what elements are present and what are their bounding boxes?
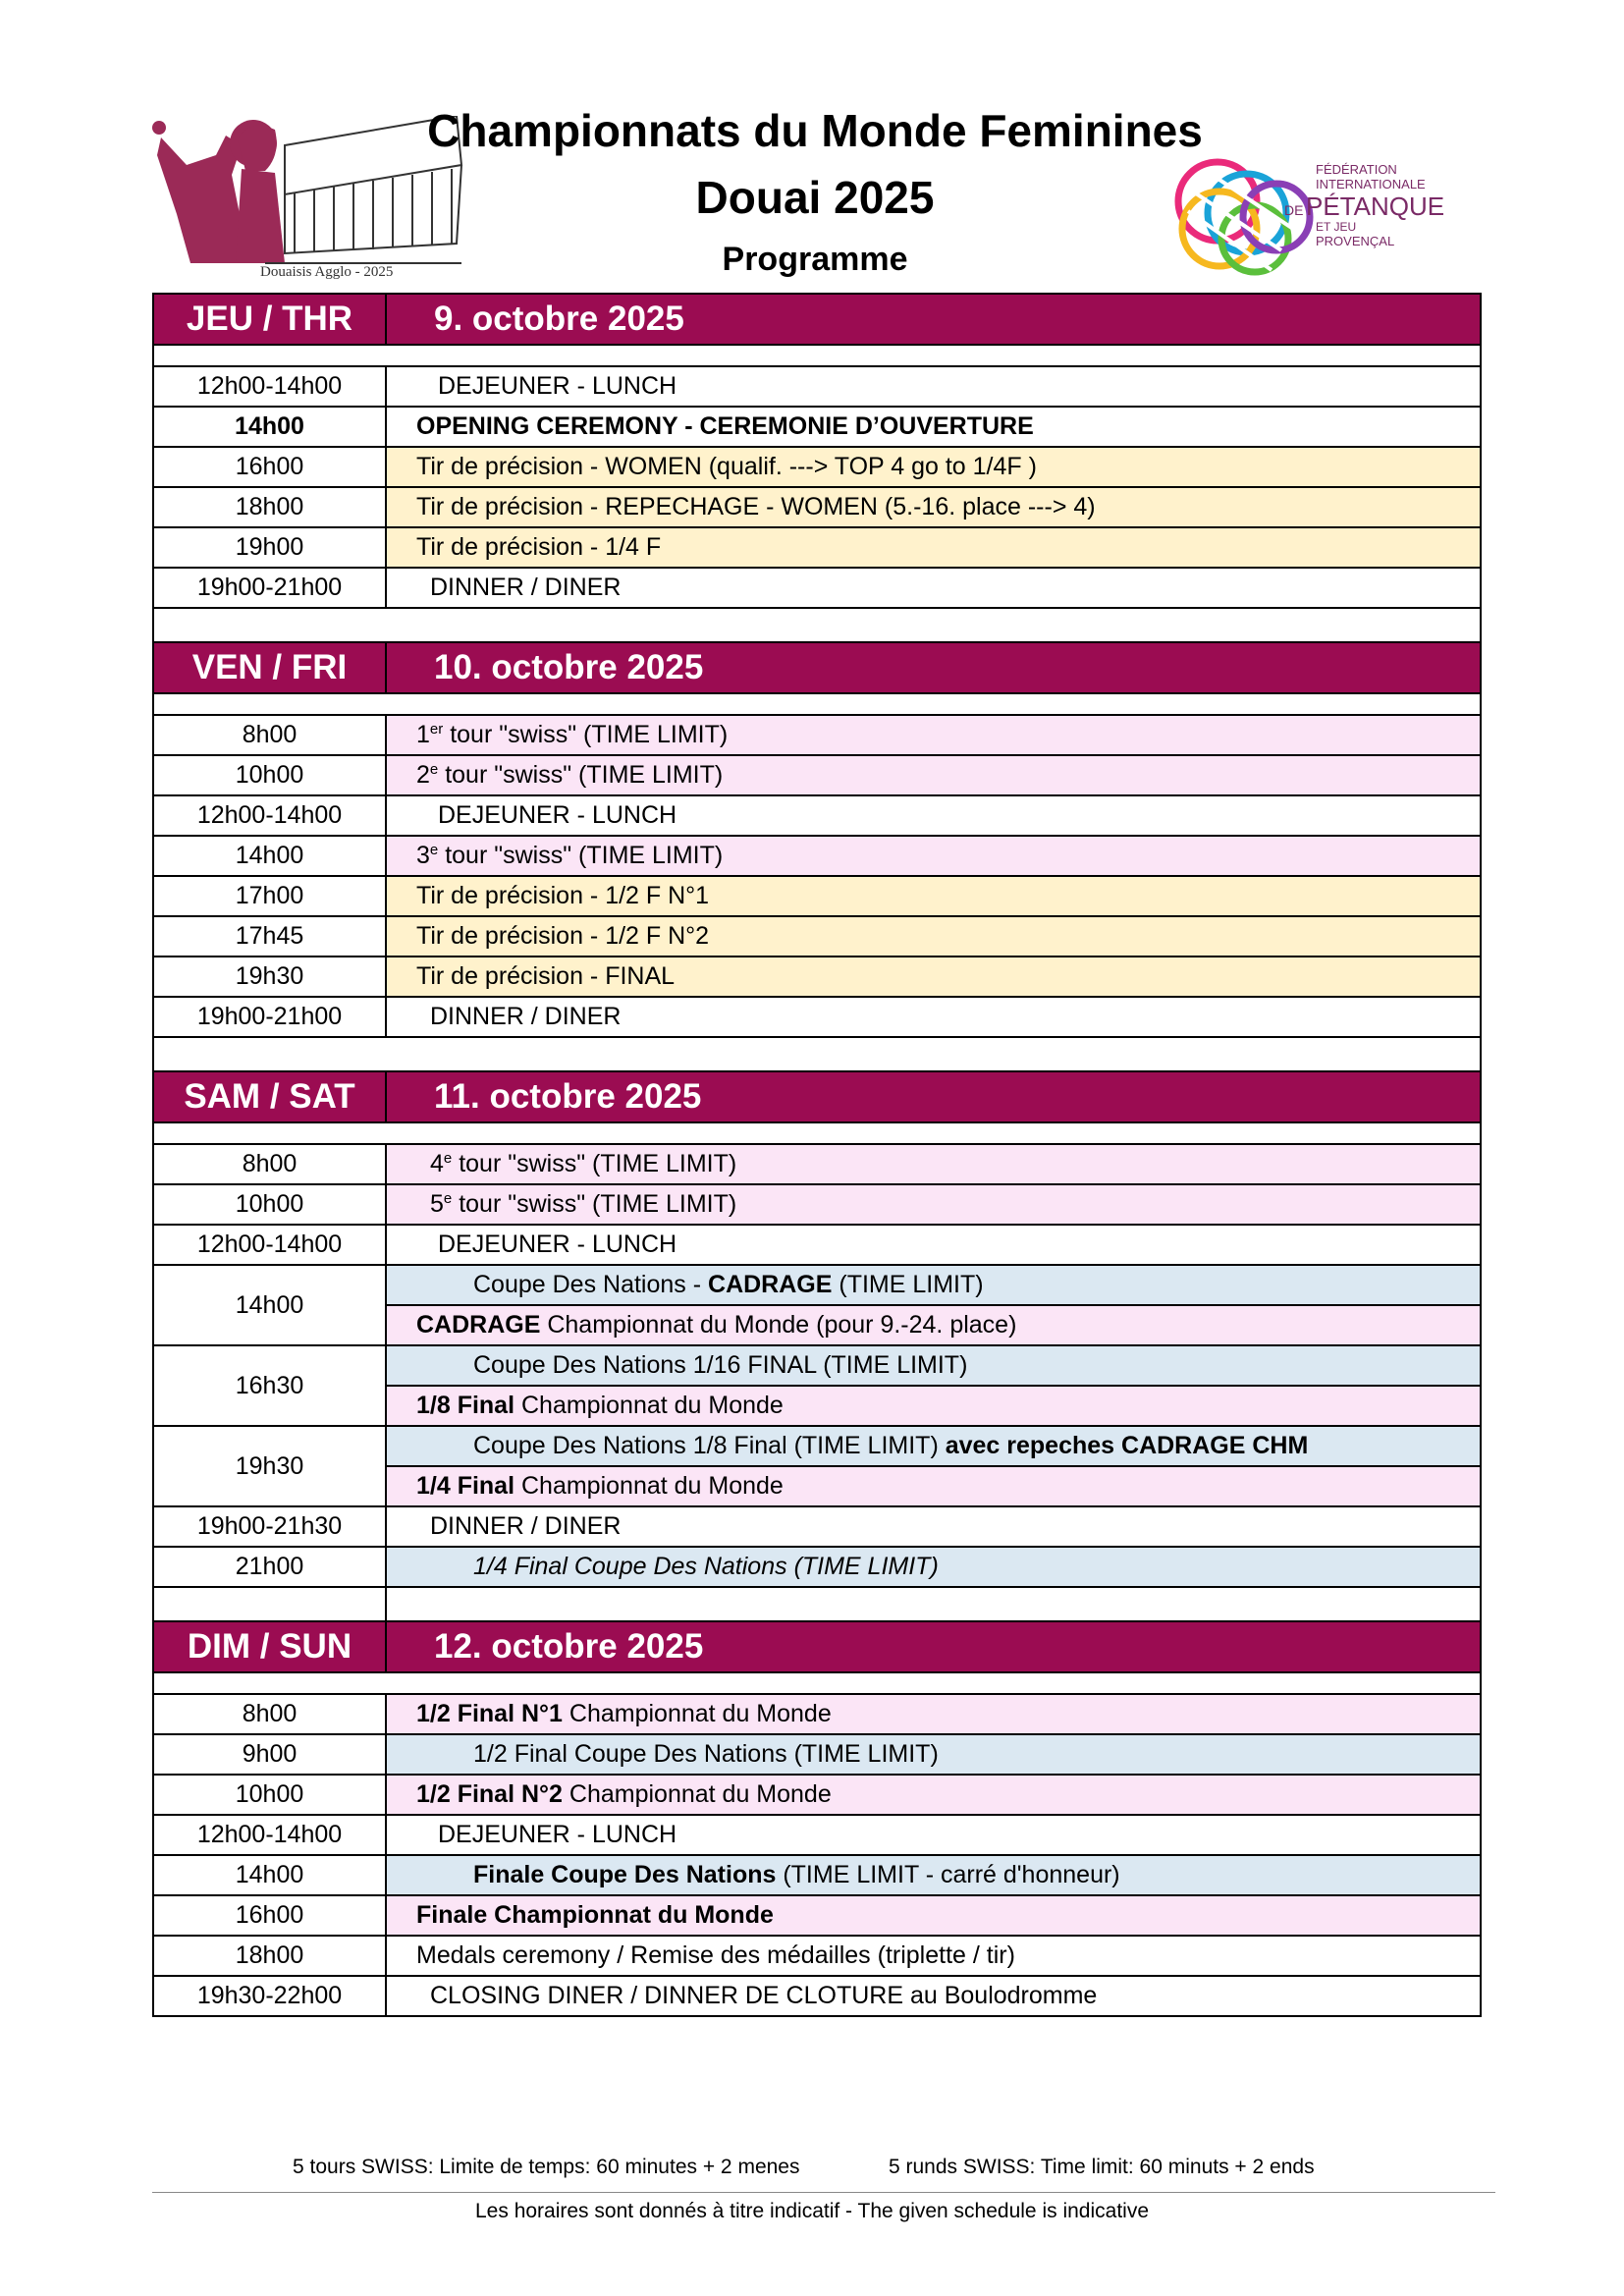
round-number: 1: [416, 721, 430, 748]
row-event: DINNER / DINER: [386, 1506, 1481, 1547]
event-text: Championnat du Monde (pour 9.-24. place): [540, 1311, 1017, 1339]
table-row: [153, 997, 1481, 1037]
row-event: Tir de précision - FINAL: [386, 957, 1481, 997]
day-date: 12. octobre 2025: [386, 1621, 1481, 1672]
row-event: DINNER / DINER: [386, 997, 1481, 1037]
page-heading-programme: Programme: [722, 241, 908, 278]
row-event: [386, 1775, 1481, 1815]
table-row: [153, 1895, 1481, 1936]
round-number: 2: [416, 761, 430, 789]
row-event: Tir de précision - 1/2 F N°1: [386, 876, 1481, 916]
row-event-championnat: [386, 1305, 1481, 1345]
logo-text-petanque: PÉTANQUE: [1306, 191, 1445, 221]
event-text-bold: 1/2 Final N°1: [416, 1700, 563, 1727]
table-row: [153, 1936, 1481, 1976]
table-row: [153, 795, 1481, 836]
row-time: 10h00: [153, 1775, 386, 1815]
row-time: 14h00: [153, 1265, 386, 1345]
row-event: Finale Championnat du Monde: [386, 1895, 1481, 1936]
round-number: 3: [416, 842, 430, 869]
spacer-row: [153, 345, 1481, 366]
table-row: [153, 1426, 1481, 1466]
spacer-row: [153, 1037, 1481, 1071]
row-event-championnat: [386, 1386, 1481, 1426]
row-event: [386, 715, 1481, 755]
logo-text-et-jeu: ET JEU: [1316, 220, 1357, 234]
table-row: [153, 1184, 1481, 1225]
round-label: tour "swiss" (TIME LIMIT): [438, 842, 724, 869]
row-event: DEJEUNER - LUNCH: [386, 795, 1481, 836]
event-text: Championnat du Monde: [514, 1392, 784, 1419]
event-text-bold: 1/8 Final: [416, 1392, 515, 1419]
row-time: 12h00-14h00: [153, 795, 386, 836]
row-time: 21h00: [153, 1547, 386, 1587]
row-time: 18h00: [153, 487, 386, 527]
row-event-coupe: [386, 1426, 1481, 1466]
row-time: 19h30-22h00: [153, 1976, 386, 2016]
row-event-coupe: [386, 1265, 1481, 1305]
table-row: [153, 407, 1481, 447]
row-event: [386, 1694, 1481, 1734]
table-row: [153, 1775, 1481, 1815]
fipjp-logo: [1168, 152, 1453, 280]
row-event-championnat: [386, 1466, 1481, 1506]
row-event: DEJEUNER - LUNCH: [386, 1225, 1481, 1265]
event-text-bold: 1/4 Final: [416, 1472, 515, 1500]
table-row: [153, 487, 1481, 527]
day-header-saturday: [153, 1071, 1481, 1122]
round-label: tour "swiss" (TIME LIMIT): [443, 721, 729, 748]
row-time: 19h00-21h00: [153, 997, 386, 1037]
row-time: 8h00: [153, 1144, 386, 1184]
table-row: [153, 1225, 1481, 1265]
spacer-row: [153, 1587, 1481, 1621]
table-row: [153, 1855, 1481, 1895]
round-suffix: e: [443, 1190, 453, 1207]
round-label: tour "swiss" (TIME LIMIT): [452, 1150, 737, 1177]
table-row: [153, 1506, 1481, 1547]
row-event: DEJEUNER - LUNCH: [386, 1815, 1481, 1855]
row-time: 19h00-21h00: [153, 568, 386, 608]
row-event: DINNER / DINER: [386, 568, 1481, 608]
table-row: [153, 916, 1481, 957]
row-time: 14h00: [153, 407, 386, 447]
row-time: 12h00-14h00: [153, 1815, 386, 1855]
round-number: 4: [430, 1150, 444, 1177]
event-text: Championnat du Monde: [514, 1472, 784, 1500]
event-text: Coupe Des Nations 1/8 Final (TIME LIMIT): [473, 1432, 946, 1459]
day-name: VEN / FRI: [153, 642, 386, 693]
table-row: [153, 1144, 1481, 1184]
round-suffix: e: [429, 842, 439, 858]
footer-note-fr: 5 tours SWISS: Limite de temps: 60 minutes + 2 menes: [293, 2156, 800, 2178]
row-event: [386, 755, 1481, 795]
row-time: 14h00: [153, 836, 386, 876]
event-text-bold: avec repeches CADRAGE CHM: [945, 1432, 1309, 1459]
row-event: [386, 836, 1481, 876]
row-time: 10h00: [153, 755, 386, 795]
footer-note-en: 5 runds SWISS: Time limit: 60 minuts + 2 ends: [889, 2156, 1315, 2178]
row-event: CLOSING DINER / DINNER DE CLOTURE au Boulodromme: [386, 1976, 1481, 2016]
table-row: [153, 527, 1481, 568]
day-header-friday: [153, 642, 1481, 693]
page-subtitle: Douai 2025: [695, 172, 935, 223]
event-text: Championnat du Monde: [562, 1780, 832, 1808]
table-row: [153, 836, 1481, 876]
table-row: [153, 447, 1481, 487]
row-time: 19h00: [153, 527, 386, 568]
footer-divider: [152, 2192, 1495, 2193]
row-event: [386, 1855, 1481, 1895]
row-event: Tir de précision - 1/2 F N°2: [386, 916, 1481, 957]
row-time: 12h00-14h00: [153, 1225, 386, 1265]
table-row: [153, 876, 1481, 916]
event-text-bold: CADRAGE: [708, 1271, 833, 1298]
day-header-thursday: [153, 294, 1481, 345]
table-row: [153, 1345, 1481, 1386]
row-time: 16h00: [153, 1895, 386, 1936]
table-row: [153, 1734, 1481, 1775]
spacer-row: [153, 693, 1481, 715]
row-time: 19h30: [153, 1426, 386, 1506]
title-block: [373, 98, 1257, 287]
event-text: (TIME LIMIT - carré d'honneur): [776, 1861, 1120, 1888]
round-label: tour "swiss" (TIME LIMIT): [438, 761, 724, 789]
row-event: Tir de précision - REPECHAGE - WOMEN (5.-16. place ---> 4): [386, 487, 1481, 527]
logo-text-federation: FÉDÉRATION: [1316, 162, 1397, 177]
round-suffix: er: [429, 721, 444, 738]
row-time: 16h30: [153, 1345, 386, 1426]
row-event: Tir de précision - 1/4 F: [386, 527, 1481, 568]
schedule-table: [152, 293, 1482, 2017]
footer-disclaimer: Les horaires sont donnés à titre indicatif - The given schedule is indicative: [475, 2200, 1149, 2222]
row-time: 12h00-14h00: [153, 366, 386, 407]
event-text-bold: Finale Coupe Des Nations: [473, 1861, 777, 1888]
row-time: 19h30: [153, 957, 386, 997]
round-number: 5: [430, 1190, 444, 1218]
round-suffix: e: [443, 1150, 453, 1167]
event-text-bold: CADRAGE: [416, 1311, 541, 1339]
table-row: [153, 755, 1481, 795]
day-name: DIM / SUN: [153, 1621, 386, 1672]
table-row: [153, 1265, 1481, 1305]
spacer-row: [153, 1672, 1481, 1694]
day-name: JEU / THR: [153, 294, 386, 345]
table-row: [153, 1976, 1481, 2016]
table-row: [153, 1547, 1481, 1587]
event-text: Coupe Des Nations -: [473, 1271, 709, 1298]
day-date: 11. octobre 2025: [386, 1071, 1481, 1122]
logo-text-internationale: INTERNATIONALE: [1316, 177, 1426, 191]
row-time: 14h00: [153, 1855, 386, 1895]
round-suffix: e: [429, 761, 439, 778]
row-event: OPENING CEREMONY - CEREMONIE D’OUVERTURE: [386, 407, 1481, 447]
row-time: 10h00: [153, 1184, 386, 1225]
day-header-sunday: [153, 1621, 1481, 1672]
row-time: 18h00: [153, 1936, 386, 1976]
day-date: 10. octobre 2025: [386, 642, 1481, 693]
round-label: tour "swiss" (TIME LIMIT): [452, 1190, 737, 1218]
page-title: Championnats du Monde Feminines: [427, 105, 1203, 156]
table-row: [153, 957, 1481, 997]
table-row: [153, 715, 1481, 755]
logo-caption: Douaisis Agglo - 2025: [260, 264, 394, 279]
page-header: [0, 0, 1624, 295]
row-event: 1/4 Final Coupe Des Nations (TIME LIMIT): [386, 1547, 1481, 1587]
table-row: [153, 1694, 1481, 1734]
row-time: 17h45: [153, 916, 386, 957]
event-text: (TIME LIMIT): [832, 1271, 984, 1298]
logo-text-de: DE: [1284, 202, 1304, 218]
logo-text-provencal: PROVENÇAL: [1316, 234, 1395, 248]
table-row: [153, 568, 1481, 608]
row-time: 17h00: [153, 876, 386, 916]
day-date: 9. octobre 2025: [386, 294, 1481, 345]
event-text: Championnat du Monde: [562, 1700, 832, 1727]
row-event: Tir de précision - WOMEN (qualif. ---> TOP 4 go to 1/4F ): [386, 447, 1481, 487]
row-event: [386, 1144, 1481, 1184]
row-time: 19h00-21h30: [153, 1506, 386, 1547]
day-name: SAM / SAT: [153, 1071, 386, 1122]
row-time: 9h00: [153, 1734, 386, 1775]
row-time: 8h00: [153, 1694, 386, 1734]
row-event-coupe: Coupe Des Nations 1/16 FINAL (TIME LIMIT): [386, 1345, 1481, 1386]
row-event: Medals ceremony / Remise des médailles (triplette / tir): [386, 1936, 1481, 1976]
row-time: 8h00: [153, 715, 386, 755]
event-text-bold: 1/2 Final N°2: [416, 1780, 563, 1808]
row-event: [386, 1184, 1481, 1225]
table-row: [153, 1815, 1481, 1855]
table-row: [153, 366, 1481, 407]
spacer-row: [153, 608, 1481, 642]
row-time: 16h00: [153, 447, 386, 487]
row-event: 1/2 Final Coupe Des Nations (TIME LIMIT): [386, 1734, 1481, 1775]
row-event: DEJEUNER - LUNCH: [386, 366, 1481, 407]
spacer-row: [153, 1122, 1481, 1144]
